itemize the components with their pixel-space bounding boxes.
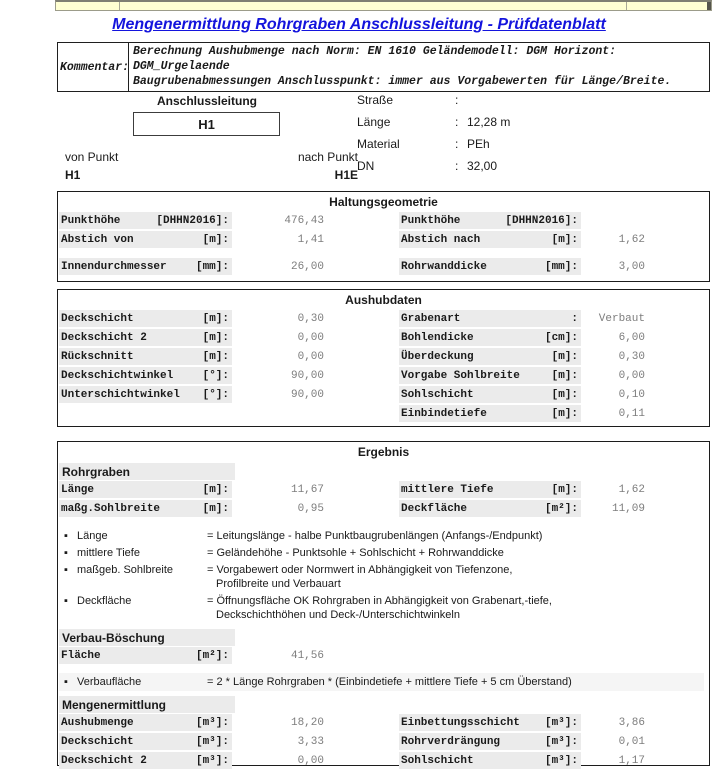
legend-term: Länge: [77, 530, 108, 542]
field-name: Innendurchmesser: [61, 260, 167, 273]
toolbar-edge: [707, 2, 711, 10]
row-group: [58, 257, 709, 276]
field-value: 1,62: [618, 233, 645, 246]
definition-line: Profilbreite und Verbauart: [216, 578, 341, 590]
field-value: 0,11: [618, 407, 645, 420]
field-unit: [m³]:: [544, 754, 578, 767]
field-unit: [m³]:: [195, 716, 229, 729]
field-label-block: [399, 231, 581, 248]
field-label-block: [59, 752, 232, 769]
field-unit: [mm]:: [544, 260, 578, 273]
field-unit: [m]:: [202, 233, 229, 246]
field-label-block: [59, 647, 232, 664]
field-value: 0,00: [297, 350, 324, 363]
legend-item: [64, 529, 709, 543]
field-label-block: [59, 405, 232, 422]
section-title: Haltungsgeometrie: [329, 195, 438, 209]
field-value: 11,09: [611, 502, 645, 515]
field-name: Einbindetiefe: [401, 407, 487, 420]
field-unit: [m²]:: [195, 649, 229, 662]
field-unit: [m³]:: [544, 716, 578, 729]
info-label: Länge: [357, 115, 391, 129]
info-value: 32,00: [467, 159, 498, 173]
field-unit: [m]:: [551, 388, 578, 401]
field-name: Deckschicht: [61, 312, 134, 325]
from-point-label: von Punkt: [65, 150, 119, 164]
field-value: 1,17: [618, 754, 645, 767]
info-row: [357, 115, 510, 137]
section-title: Ergebnis: [357, 445, 410, 459]
data-row: [58, 230, 709, 249]
data-row: [58, 480, 709, 499]
field-unit: [cm]:: [544, 331, 578, 344]
field-value: 90,00: [290, 369, 324, 382]
row-group: [58, 480, 709, 518]
field-value: 18,20: [290, 716, 324, 729]
field-unit: [m]:: [202, 350, 229, 363]
row-group: [58, 646, 709, 665]
legend-item: [64, 563, 709, 591]
field-name: Fläche: [61, 649, 101, 662]
legend-item: [64, 546, 709, 560]
definition-line: Deckschichthöhen und Deck-/Unterschichtwinkeln: [216, 609, 460, 621]
field-unit: [DHHN2016]:: [505, 214, 578, 227]
field-unit: [m]:: [551, 369, 578, 382]
field-label-block: [59, 258, 232, 275]
field-label-block: [399, 500, 581, 517]
field-label-block: [59, 329, 232, 346]
legend-definition: [207, 529, 709, 543]
field-value: Verbaut: [598, 312, 645, 325]
row-group: [58, 309, 709, 423]
definition-line: = Leitungslänge - halbe Punktbaugrubenlängen (Anfangs-/Endpunkt): [207, 530, 543, 542]
comment-line: Berechnung Aushubmenge nach Norm: EN 1610 Geländemodell: DGM Horizont:: [133, 45, 617, 58]
field-value: 0,30: [618, 350, 645, 363]
field-name: Deckschicht: [61, 735, 134, 748]
data-row: [58, 347, 709, 366]
bullet-icon: ▪: [64, 530, 68, 542]
info-colon: :: [455, 115, 459, 129]
info-colon: :: [455, 159, 459, 173]
subsection-title-verbau: Verbau-Böschung: [59, 629, 235, 646]
field-label-block: [399, 258, 581, 275]
field-value: 1,62: [618, 483, 645, 496]
field-name: Deckschichtwinkel: [61, 369, 174, 382]
field-label-block: [399, 310, 581, 327]
info-colon: :: [455, 137, 459, 151]
field-value: 41,56: [290, 649, 324, 662]
field-name: Abstich nach: [401, 233, 481, 246]
info-value: 12,28 m: [467, 115, 511, 129]
comment-table: [57, 42, 710, 92]
bullet-icon: ▪: [64, 564, 68, 576]
app-toolbar-strip: [55, 0, 712, 11]
field-name: Sohlschicht: [401, 754, 474, 767]
legend-list: [58, 518, 709, 622]
field-label-block: [59, 348, 232, 365]
field-unit: [m³]:: [195, 735, 229, 748]
data-row: [58, 404, 709, 423]
info-row: [357, 93, 510, 115]
field-unit: [mm]:: [195, 260, 229, 273]
data-row: [58, 751, 709, 770]
field-value: 0,30: [297, 312, 324, 325]
field-label-block: [59, 367, 232, 384]
section-title: Aushubdaten: [345, 293, 422, 307]
data-row: [58, 713, 709, 732]
field-name: Punkthöhe: [61, 214, 121, 227]
field-value: 0,00: [297, 754, 324, 767]
field-unit: [m²]:: [544, 502, 578, 515]
field-name: Aushubmenge: [61, 716, 134, 729]
field-label-block: [399, 348, 581, 365]
legend-term: maßgeb. Sohlbreite: [77, 564, 173, 576]
definition-line: = Geländehöhe - Punktsohle + Sohlschicht + Rohrwanddicke: [207, 547, 504, 559]
data-row: [58, 646, 709, 665]
field-value: 11,67: [290, 483, 324, 496]
field-value: 0,00: [618, 369, 645, 382]
field-value: 3,33: [297, 735, 324, 748]
field-label-block: [59, 212, 232, 229]
row-gap: [58, 249, 709, 257]
field-name: Abstich von: [61, 233, 134, 246]
comment-line: DGM_Urgelaende: [133, 60, 230, 73]
field-unit: [m]:: [551, 350, 578, 363]
pipe-info-list: [357, 93, 510, 181]
pipe-name-box: H1: [133, 112, 280, 136]
info-label: Material: [357, 137, 400, 151]
field-value: 3,00: [618, 260, 645, 273]
field-name: Sohlschicht: [401, 388, 474, 401]
legend-term: mittlere Tiefe: [77, 547, 140, 559]
field-value: 1,41: [297, 233, 324, 246]
field-label-block: [399, 481, 581, 498]
section-haltungsgeometrie: [57, 191, 710, 282]
toolbar-divider: [119, 2, 120, 10]
field-unit: [m]:: [202, 331, 229, 344]
data-row: [58, 732, 709, 751]
field-name: Grabenart: [401, 312, 461, 325]
field-name: Rohrwanddicke: [401, 260, 487, 273]
field-unit: [m]:: [551, 483, 578, 496]
field-unit: [DHHN2016]:: [156, 214, 229, 227]
field-value: 0,10: [618, 388, 645, 401]
comment-line: Baugrubenabmessungen Anschlusspunkt: immer aus Vorgabewerten für Länge/Breite.: [133, 75, 672, 88]
field-value: 476,43: [284, 214, 324, 227]
field-unit: [m]:: [551, 233, 578, 246]
field-label-block: [59, 231, 232, 248]
field-name: Überdeckung: [401, 350, 474, 363]
data-row: [58, 385, 709, 404]
pipe-header-section: [57, 92, 710, 188]
field-unit: [m]:: [202, 483, 229, 496]
field-value: 0,00: [297, 331, 324, 344]
field-name: Deckschicht 2: [61, 754, 147, 767]
field-unit: [m]:: [202, 502, 229, 515]
field-label-block: [399, 752, 581, 769]
data-row: [58, 366, 709, 385]
bullet-icon: ▪: [64, 676, 68, 688]
toolbar-divider: [626, 2, 627, 10]
to-point-label: nach Punkt: [297, 150, 358, 164]
field-value: 90,00: [290, 388, 324, 401]
field-unit: [°]:: [202, 388, 229, 401]
legend-term: Verbaufläche: [77, 676, 142, 688]
field-label-block: [59, 481, 232, 498]
field-value: 6,00: [618, 331, 645, 344]
info-row: [357, 137, 510, 159]
field-label-block: [399, 714, 581, 731]
row-group: [58, 713, 709, 770]
field-unit: [°]:: [202, 369, 229, 382]
data-row: [58, 309, 709, 328]
data-row: [58, 257, 709, 276]
field-label-block: [59, 310, 232, 327]
field-label-block: [399, 647, 581, 664]
comment-label-cell: Kommentar:: [58, 43, 129, 91]
field-label-block: [399, 212, 581, 229]
field-unit: [m]:: [202, 312, 229, 325]
field-value: 0,95: [297, 502, 324, 515]
field-name: maßg.Sohlbreite: [61, 502, 161, 515]
field-value: 3,86: [618, 716, 645, 729]
info-label: DN: [357, 159, 375, 173]
info-colon: :: [455, 93, 459, 107]
info-label: Straße: [357, 93, 394, 107]
field-name: Deckschicht 2: [61, 331, 147, 344]
info-row: [357, 159, 510, 181]
from-point-value: H1: [65, 168, 81, 182]
field-name: Vorgabe Sohlbreite: [401, 369, 520, 382]
bullet-icon: ▪: [64, 547, 68, 559]
page-title: Mengenermittlung Rohrgraben Anschlussleitung - Prüfdatenblatt: [112, 16, 606, 33]
field-name: mittlere Tiefe: [401, 483, 494, 496]
field-label-block: [59, 714, 232, 731]
section-aushubdaten: [57, 289, 710, 427]
definition-line: = Öffnungsfläche OK Rohrgraben in Abhängigkeit von Grabenart,-tiefe,: [207, 595, 552, 607]
field-name: Länge: [61, 483, 95, 496]
field-label-block: [59, 386, 232, 403]
bullet-icon: ▪: [64, 595, 68, 607]
field-name: Punkthöhe: [401, 214, 461, 227]
field-label-block: [59, 733, 232, 750]
row-group: [58, 211, 709, 249]
field-unit: :: [571, 312, 578, 325]
field-unit: [m³]:: [544, 735, 578, 748]
field-unit: [m]:: [551, 407, 578, 420]
legend-term: Deckfläche: [77, 595, 132, 607]
to-point-value: H1E: [334, 168, 358, 182]
legend-definition: [207, 594, 709, 622]
field-label-block: [399, 405, 581, 422]
comment-text-cell: [129, 43, 709, 91]
field-unit: [m³]:: [195, 754, 229, 767]
field-label-block: [399, 329, 581, 346]
legend-item-verbauflaeche: [59, 673, 704, 691]
field-value: 26,00: [290, 260, 324, 273]
data-row: [58, 211, 709, 230]
legend-definition: [207, 546, 709, 560]
field-label-block: [399, 367, 581, 384]
data-row: [58, 499, 709, 518]
field-name: Rohrverdrängung: [401, 735, 501, 748]
info-value: PEh: [467, 137, 490, 151]
field-label-block: [59, 500, 232, 517]
legend-item: [64, 594, 709, 622]
field-name: Rückschnitt: [61, 350, 134, 363]
pipe-type-label: Anschlussleitung: [156, 94, 257, 108]
field-label-block: [399, 733, 581, 750]
field-name: Bohlendicke: [401, 331, 474, 344]
field-name: Deckfläche: [401, 502, 468, 515]
subsection-title-rohrgraben: Rohrgraben: [59, 463, 235, 480]
definition-line: = Vorgabewert oder Normwert in Abhängigkeit von Tiefenzone,: [207, 564, 513, 576]
data-row: [58, 328, 709, 347]
field-name: Unterschichtwinkel: [61, 388, 180, 401]
field-value: 0,01: [618, 735, 645, 748]
field-name: Einbettungsschicht: [401, 716, 520, 729]
legend-definition: [207, 563, 709, 591]
subsection-title-mengenermittlung: Mengenermittlung: [59, 696, 235, 713]
field-label-block: [399, 386, 581, 403]
section-ergebnis: [57, 441, 710, 766]
legend-definition: = 2 * Länge Rohrgraben * (Einbindetiefe + mittlere Tiefe + 5 cm Überstand): [207, 676, 572, 688]
